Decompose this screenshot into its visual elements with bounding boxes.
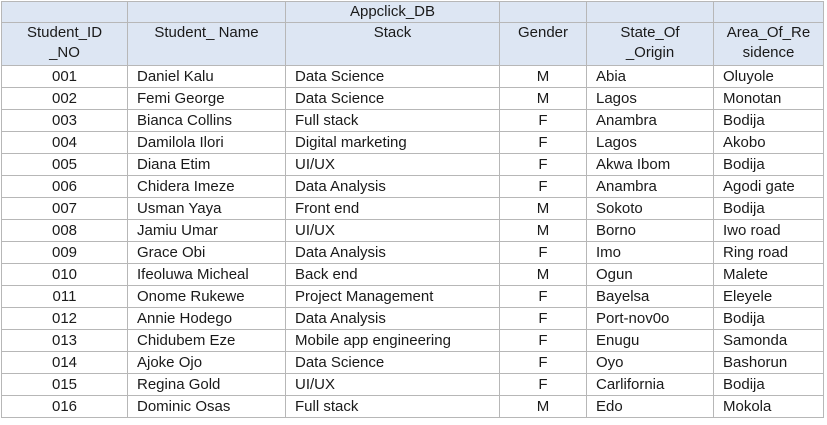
cell-state-of-origin[interactable]: Imo	[587, 242, 714, 264]
cell-student-name[interactable]: Diana Etim	[128, 154, 286, 176]
header-line: Gender	[517, 24, 569, 41]
cell-state-of-origin[interactable]: Ogun	[587, 264, 714, 286]
spreadsheet-table-container	[1, 1, 824, 418]
header-line: sidence	[742, 44, 795, 61]
cell-student-id[interactable]: 007	[2, 198, 128, 220]
title-blank-cell[interactable]	[500, 2, 587, 23]
cell-student-id[interactable]: 012	[2, 308, 128, 330]
cell-student-id[interactable]: 013	[2, 330, 128, 352]
cell-student-name[interactable]: Bianca Collins	[128, 110, 286, 132]
title-blank-cell[interactable]	[714, 2, 824, 23]
cell-area-of-residence[interactable]: Bashorun	[714, 352, 824, 374]
header-line: State_Of	[620, 24, 680, 41]
cell-gender[interactable]: M	[500, 396, 587, 418]
cell-area-of-residence[interactable]: Ring road	[714, 242, 824, 264]
cell-area-of-residence[interactable]: Monotan	[714, 88, 824, 110]
appclick-db-table	[1, 1, 824, 418]
cell-stack[interactable]: Data Science	[286, 88, 500, 110]
table-row	[2, 176, 824, 198]
cell-area-of-residence[interactable]: Malete	[714, 264, 824, 286]
cell-student-name[interactable]: Chidubem Eze	[128, 330, 286, 352]
cell-student-id[interactable]: 006	[2, 176, 128, 198]
table-row	[2, 396, 824, 418]
cell-area-of-residence[interactable]: Bodija	[714, 374, 824, 396]
header-line: Student_ Name	[154, 24, 259, 41]
table-row	[2, 374, 824, 396]
cell-area-of-residence[interactable]: Bodija	[714, 154, 824, 176]
cell-student-name[interactable]: Onome Rukewe	[128, 286, 286, 308]
cell-stack[interactable]: Data Analysis	[286, 242, 500, 264]
cell-stack[interactable]: Full stack	[286, 396, 500, 418]
cell-student-name[interactable]: Daniel Kalu	[128, 66, 286, 88]
cell-stack[interactable]: Data Analysis	[286, 308, 500, 330]
cell-student-id[interactable]: 004	[2, 132, 128, 154]
title-blank-cell[interactable]	[128, 2, 286, 23]
header-line: Stack	[373, 24, 412, 41]
table-row	[2, 352, 824, 374]
cell-student-id[interactable]: 011	[2, 286, 128, 308]
header-student-id[interactable]	[2, 23, 128, 66]
cell-gender[interactable]: M	[500, 220, 587, 242]
cell-area-of-residence[interactable]: Eleyele	[714, 286, 824, 308]
cell-state-of-origin[interactable]: Borno	[587, 220, 714, 242]
cell-gender[interactable]: M	[500, 66, 587, 88]
cell-student-id[interactable]: 005	[2, 154, 128, 176]
table-row	[2, 264, 824, 286]
cell-stack[interactable]: Data Science	[286, 352, 500, 374]
cell-state-of-origin[interactable]: Enugu	[587, 330, 714, 352]
cell-gender[interactable]: M	[500, 88, 587, 110]
cell-student-name[interactable]: Ifeoluwa Micheal	[128, 264, 286, 286]
cell-student-id[interactable]: 010	[2, 264, 128, 286]
cell-state-of-origin[interactable]: Port-nov0o	[587, 308, 714, 330]
cell-student-id[interactable]: 015	[2, 374, 128, 396]
cell-area-of-residence[interactable]: Bodija	[714, 110, 824, 132]
cell-state-of-origin[interactable]: Anambra	[587, 110, 714, 132]
cell-gender[interactable]: M	[500, 198, 587, 220]
cell-stack[interactable]: Front end	[286, 198, 500, 220]
cell-area-of-residence[interactable]: Akobo	[714, 132, 824, 154]
title-blank-cell[interactable]	[587, 2, 714, 23]
cell-area-of-residence[interactable]: Mokola	[714, 396, 824, 418]
cell-area-of-residence[interactable]: Bodija	[714, 198, 824, 220]
cell-state-of-origin[interactable]: Edo	[587, 396, 714, 418]
cell-student-id[interactable]: 009	[2, 242, 128, 264]
cell-stack[interactable]: Digital marketing	[286, 132, 500, 154]
table-row	[2, 132, 824, 154]
cell-state-of-origin[interactable]: Akwa Ibom	[587, 154, 714, 176]
cell-gender[interactable]: F	[500, 242, 587, 264]
title-blank-cell[interactable]	[2, 2, 128, 23]
cell-student-id[interactable]: 001	[2, 66, 128, 88]
cell-area-of-residence[interactable]: Bodija	[714, 308, 824, 330]
cell-student-name[interactable]: Femi George	[128, 88, 286, 110]
cell-gender[interactable]: F	[500, 286, 587, 308]
cell-state-of-origin[interactable]: Carlifornia	[587, 374, 714, 396]
cell-gender[interactable]: F	[500, 132, 587, 154]
header-gender[interactable]	[500, 23, 587, 66]
table-row	[2, 220, 824, 242]
cell-student-name[interactable]: Dominic Osas	[128, 396, 286, 418]
cell-state-of-origin[interactable]: Lagos	[587, 88, 714, 110]
header-line: _Origin	[625, 44, 675, 61]
cell-gender[interactable]: F	[500, 110, 587, 132]
cell-gender[interactable]: M	[500, 264, 587, 286]
cell-state-of-origin[interactable]: Anambra	[587, 176, 714, 198]
cell-stack[interactable]: Back end	[286, 264, 500, 286]
column-header-row	[2, 23, 824, 66]
cell-state-of-origin[interactable]: Lagos	[587, 132, 714, 154]
cell-area-of-residence[interactable]: Samonda	[714, 330, 824, 352]
cell-gender[interactable]: F	[500, 308, 587, 330]
header-line: Area_Of_Re	[726, 24, 811, 41]
table-row	[2, 286, 824, 308]
cell-student-name[interactable]: Ajoke Ojo	[128, 352, 286, 374]
cell-student-id[interactable]: 016	[2, 396, 128, 418]
cell-stack[interactable]: Full stack	[286, 110, 500, 132]
cell-stack[interactable]: UI/UX	[286, 154, 500, 176]
cell-state-of-origin[interactable]: Abia	[587, 66, 714, 88]
cell-student-id[interactable]: 014	[2, 352, 128, 374]
cell-student-name[interactable]: Damilola Ilori	[128, 132, 286, 154]
header-line: _NO	[49, 44, 80, 61]
cell-gender[interactable]: F	[500, 330, 587, 352]
cell-area-of-residence[interactable]: Iwo road	[714, 220, 824, 242]
cell-stack[interactable]: Data Science	[286, 66, 500, 88]
cell-student-name[interactable]: Jamiu Umar	[128, 220, 286, 242]
cell-student-name[interactable]: Grace Obi	[128, 242, 286, 264]
cell-student-name[interactable]: Annie Hodego	[128, 308, 286, 330]
cell-stack[interactable]: UI/UX	[286, 220, 500, 242]
cell-area-of-residence[interactable]: Agodi gate	[714, 176, 824, 198]
table-row	[2, 242, 824, 264]
table-row	[2, 330, 824, 352]
header-state-of-origin[interactable]	[587, 23, 714, 66]
cell-gender[interactable]: F	[500, 374, 587, 396]
cell-student-name[interactable]: Usman Yaya	[128, 198, 286, 220]
table-row	[2, 308, 824, 330]
cell-student-name[interactable]: Chidera Imeze	[128, 176, 286, 198]
cell-area-of-residence[interactable]: Oluyole	[714, 66, 824, 88]
cell-stack[interactable]: Project Management	[286, 286, 500, 308]
cell-student-id[interactable]: 008	[2, 220, 128, 242]
cell-gender[interactable]: F	[500, 352, 587, 374]
cell-state-of-origin[interactable]: Oyo	[587, 352, 714, 374]
header-line: Student_ID	[26, 24, 103, 41]
cell-state-of-origin[interactable]: Bayelsa	[587, 286, 714, 308]
table-title[interactable]: Appclick_DB	[286, 2, 500, 23]
cell-stack[interactable]: Data Analysis	[286, 176, 500, 198]
cell-state-of-origin[interactable]: Sokoto	[587, 198, 714, 220]
header-stack[interactable]	[286, 23, 500, 66]
cell-student-id[interactable]: 003	[2, 110, 128, 132]
cell-gender[interactable]: F	[500, 154, 587, 176]
table-row	[2, 110, 824, 132]
table-row	[2, 198, 824, 220]
cell-gender[interactable]: F	[500, 176, 587, 198]
table-title-row	[2, 2, 824, 23]
table-row	[2, 66, 824, 88]
header-student-name[interactable]	[128, 23, 286, 66]
header-area-of-residence[interactable]	[714, 23, 824, 66]
cell-student-id[interactable]: 002	[2, 88, 128, 110]
cell-stack[interactable]: Mobile app engineering	[286, 330, 500, 352]
table-body	[2, 66, 824, 418]
table-row	[2, 88, 824, 110]
cell-stack[interactable]: UI/UX	[286, 374, 500, 396]
cell-student-name[interactable]: Regina Gold	[128, 374, 286, 396]
table-row	[2, 154, 824, 176]
